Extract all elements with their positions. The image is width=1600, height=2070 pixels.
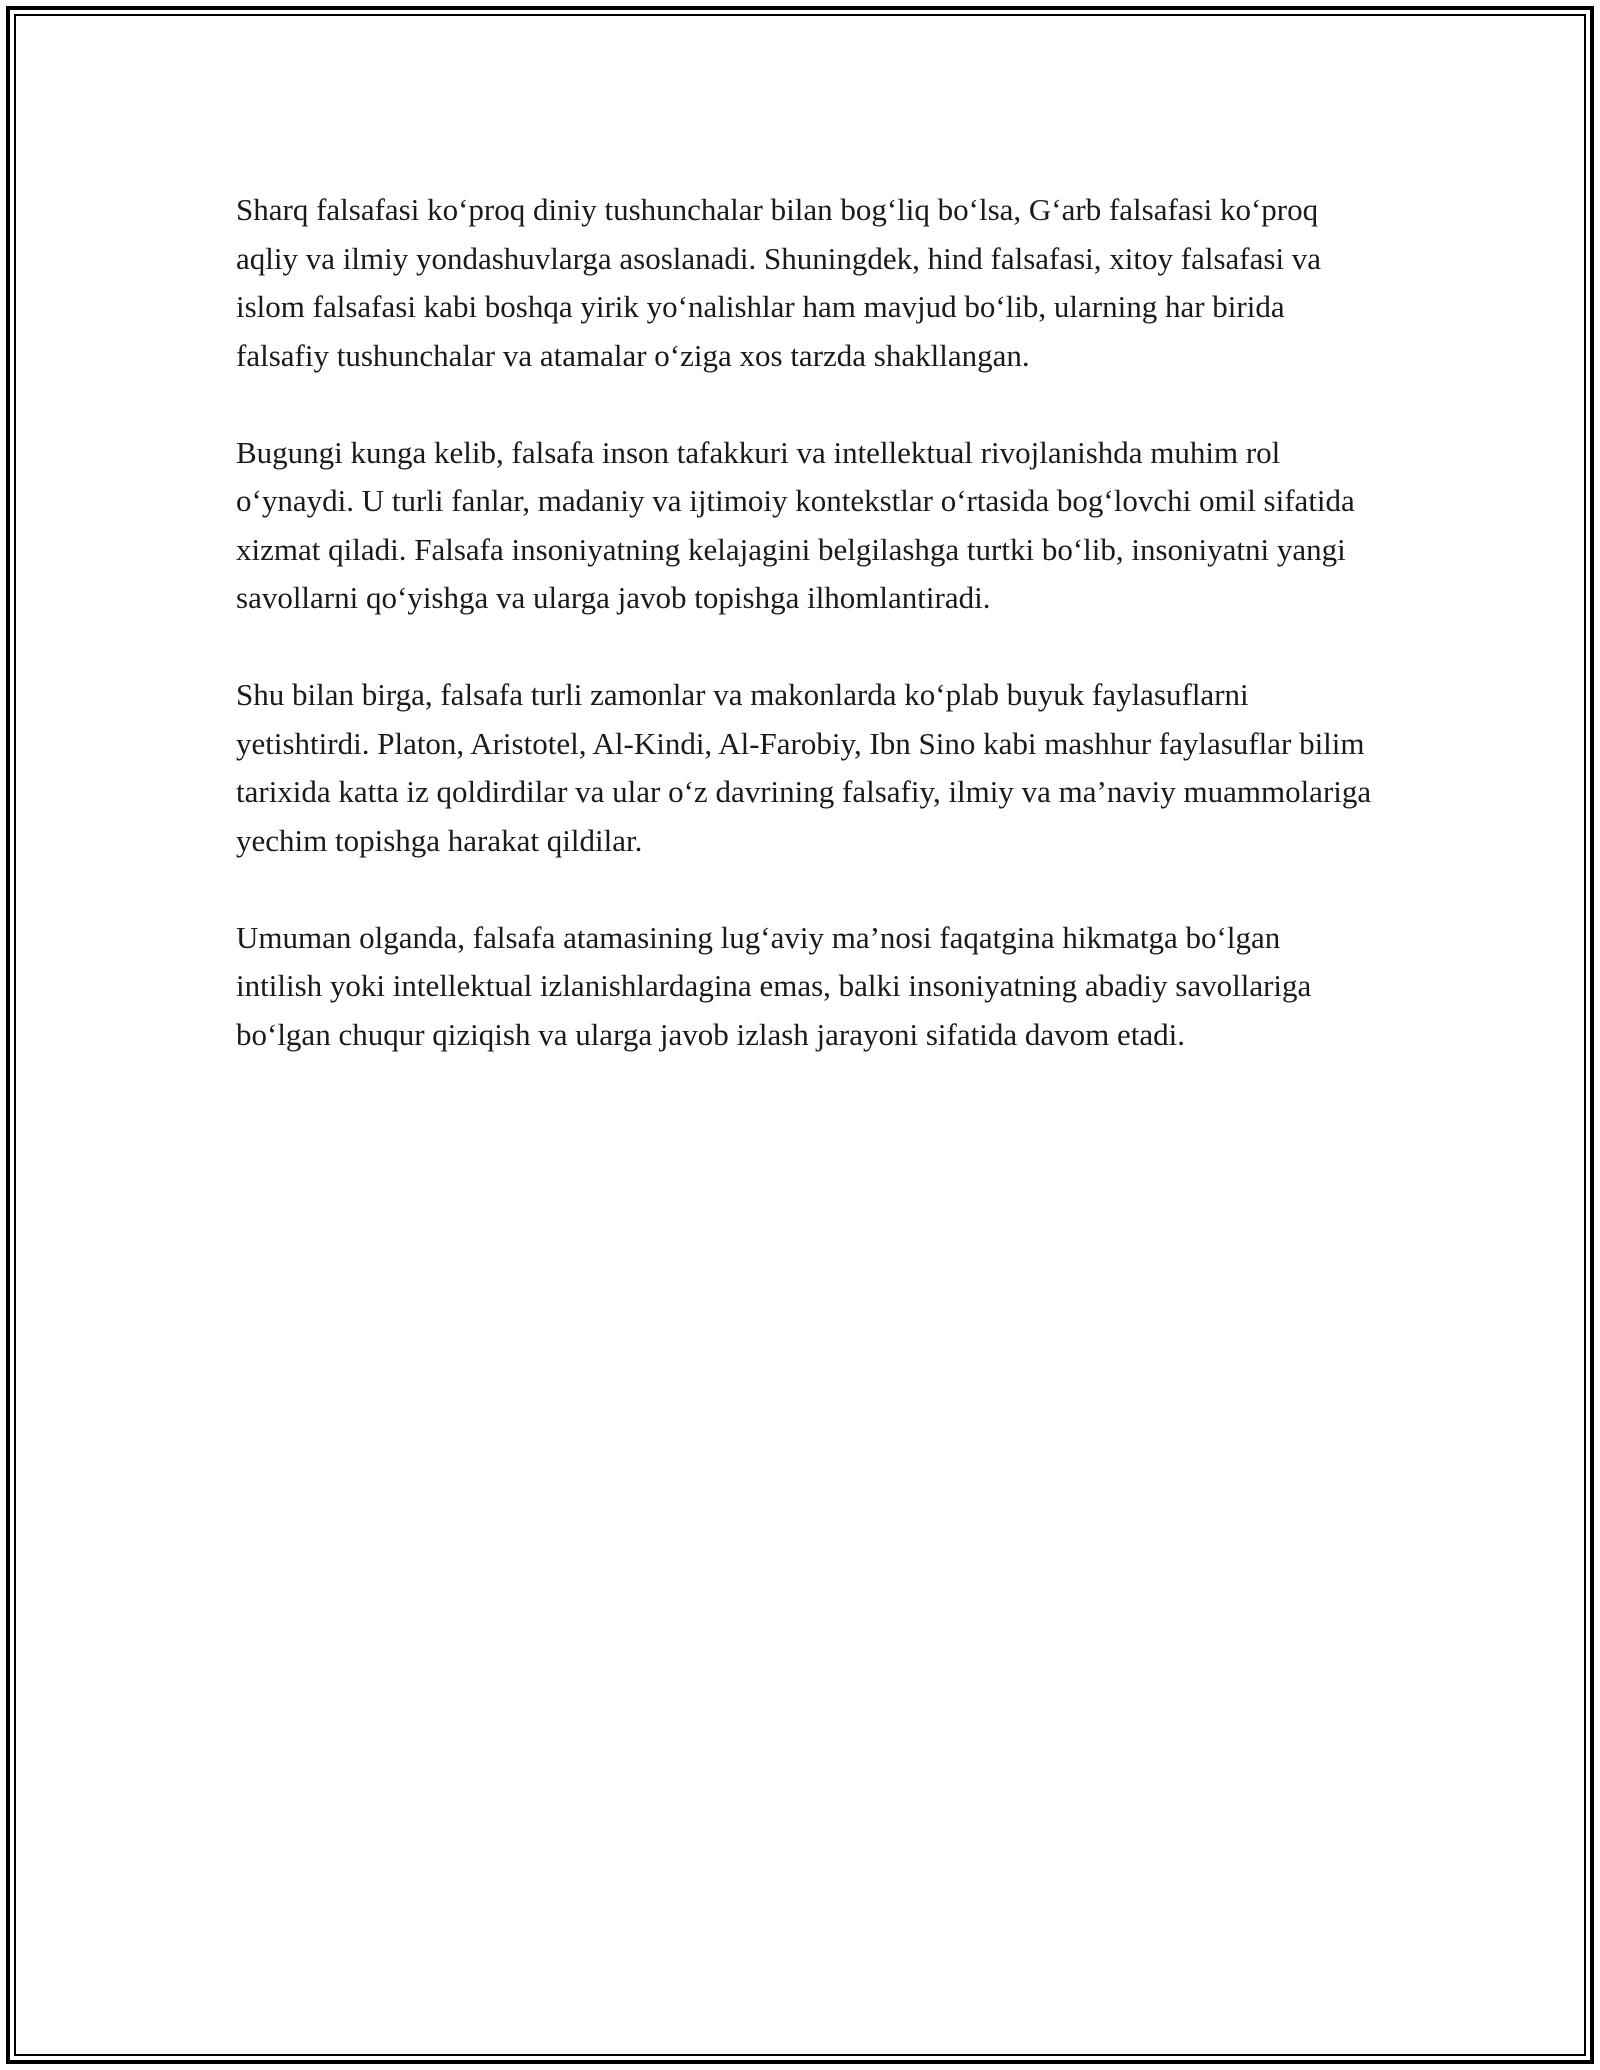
paragraph-1: Sharq falsafasi ko‘proq diniy tushunchalar bilan bog‘liq bo‘lsa, G‘arb falsafasi ko‘proq aqliy va ilmiy yondashuvlarga asoslanadi. Shuningdek, hind falsafasi, xitoy falsafasi va islom falsafasi kabi boshqa yirik yo‘nalishlar ham mavjud bo‘lib, ularning har birida falsafiy tushunchalar va atamalar o‘ziga xos tarzda shakllangan.: [236, 192, 1322, 373]
paragraph-2: Bugungi kunga kelib, falsafa inson tafakkuri va intellektual rivojlanishda muhim rol o‘ynaydi. U turli fanlar, madaniy va ijtimoiy kontekstlar o‘rtasida bog‘lovchi omil sifatida xizmat qiladi. Falsafa insoniyatning kelajagini belgilashga turtki bo‘lib, insoniyatni yangi savollarni qo‘yishga va ularga javob topishga ilhomlantiradi.: [236, 434, 1355, 615]
paragraph-4: Umuman olganda, falsafa atamasining lug‘aviy ma’nosi faqatgina hikmatga bo‘lgan intilish yoki intellektual izlanishlardagina emas, balki insoniyatning abadiy savollariga bo‘lgan chuqur qiziqish va ularga javob izlash jarayoni sifatida davom etadi.: [236, 919, 1312, 1052]
document-body: [236, 186, 1372, 1108]
paragraph-3: Shu bilan birga, falsafa turli zamonlar va makonlarda ko‘plab buyuk faylasuflarni yetishtirdi. Platon, Aristotel, Al-Kindi, Al-Farobiy, Ibn Sino kabi mashhur faylasuflar bilim tarixida katta iz qoldirdilar va ular o‘z davrining falsafiy, ilmiy va ma’naviy muammolariga yechim topishga harakat qildilar.: [236, 677, 1372, 858]
